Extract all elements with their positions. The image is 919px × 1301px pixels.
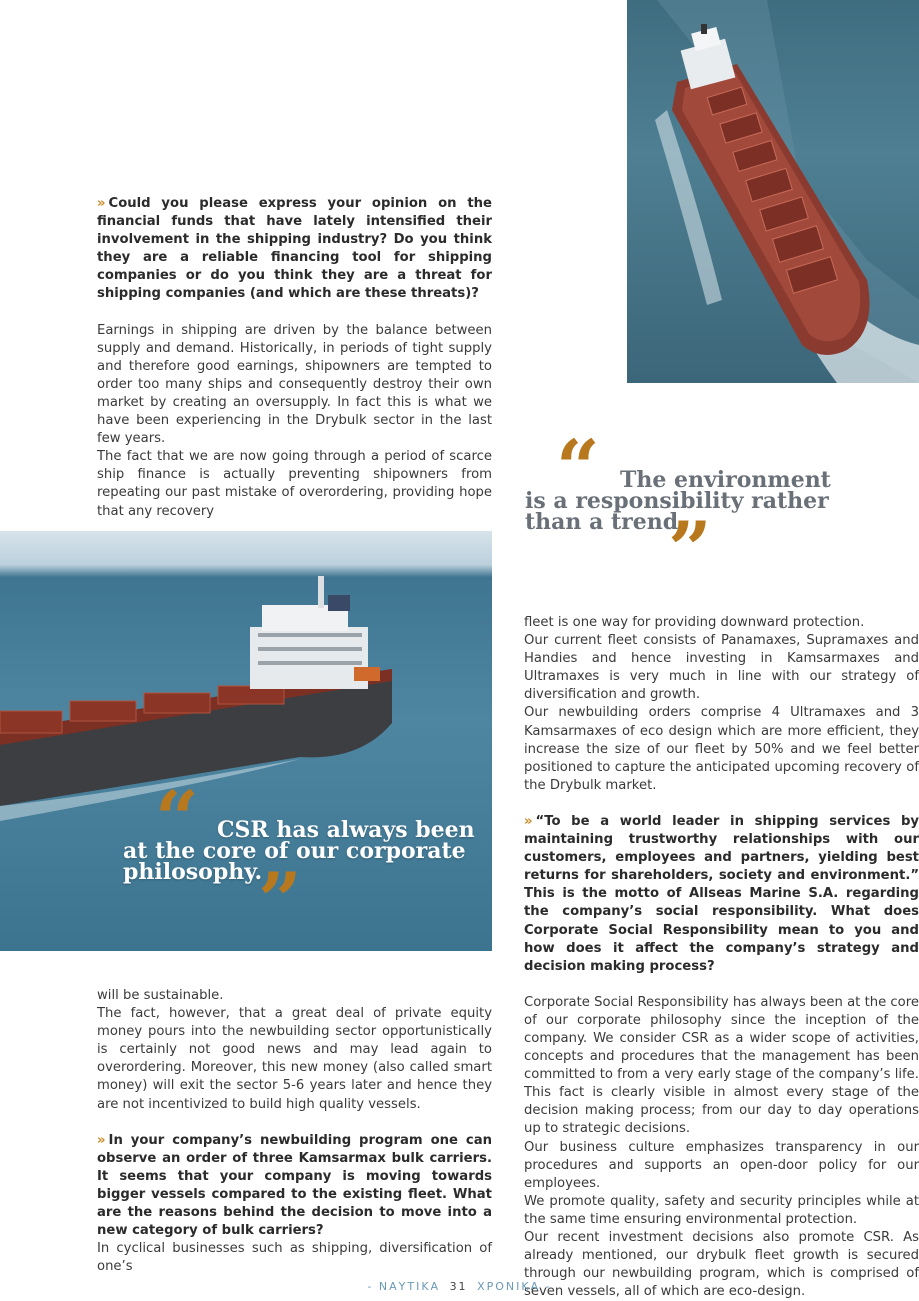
pull-quote-2-line-2: at the core of our corporate [123,838,466,864]
answer-1-paragraph-2: The fact that we are now going through a period of scarce ship finance is actually preventing shipowners from repeating our past mistake of overordering, providing hope that any recovery [97,449,492,519]
question-3 [524,813,919,976]
question-1-text: Could you please express your opinion on the financial funds that have lately intensified their involvement in the shipping industry? Do you think they are a reliable financing tool for shipping companies or do you think they are a threat for shipping companies (and which are these threats)? [97,196,492,302]
open-quote-icon: “ [155,774,199,863]
question-2 [97,1132,492,1241]
answer-1-paragraph-1: Earnings in shipping are driven by the balance between supply and demand. Historically, in periods of tight supply and therefore good earnings, shipowners are tempted to order too many ships and consequently destroy their own market by creating an oversupply. In fact this is what we have been experiencing in the Drybulk sector in the last few years. [97,322,492,447]
pull-quote-1-line-1: The environment [620,467,831,493]
footer-right: ΧΡΟΝΙΚΑ - [477,1280,552,1293]
chevron-marker-icon: » [97,196,106,211]
question-1 [97,195,492,521]
answer-3-paragraph-2: Our business culture emphasizes transparency in our procedures and supports an open-door policy for our employees. [524,1139,919,1191]
answer-3-paragraph-1: Corporate Social Responsibility has always been at the core of our corporate philosophy since the inception of the company. We consider CSR as a wider scope of activities, concepts and procedures that the management has been committed to from a very early stage of the company’s life. This fact is clearly visible in almost every stage of the decision making process; from our day to day operations up to strategic decisions. [524,994,919,1137]
pull-quote-2-line-1: CSR has always been [217,817,475,843]
answer-1-paragraph-3: will be sustainable. [97,988,224,1003]
photo-ship-at-sea [0,531,492,951]
question-3-text: “To be a world leader in shipping services by maintaining trustworthy relationships with our customers, employees and partners, yielding best returns for shareholders, society and environment.” This is the motto of Allseas Marine S.A. regarding the company’s social responsibility. What does Corporate Social Responsibility mean to you and how does it affect the company’s strategy and decision making process? [524,813,919,974]
answer-1-paragraph-4: The fact, however, that a great deal of private equity money pours into the newbuilding sector opportunistically is certainly not good news and may lead again to overordering. Moreover, this new money (also called smart money) will exit the sector 5-6 years later and hence they are not incentivized to build high quality vessels. [97,1006,492,1112]
answer-3-paragraph-4: Our recent investment decisions also promote CSR. As already mentioned, our drybulk fleet growth is secured through our newbuilding program, which is comprised of seven vessels, all of which are eco-design. [524,1230,919,1300]
answer-2-paragraph-1: In cyclical businesses such as shipping, diversification of one’s [97,1241,492,1275]
footer-left: - ΝΑΥΤΙΚΑ [367,1280,441,1293]
answer-2-paragraph-3: Our current fleet consists of Panamaxes, Supramaxes and Handies and hence investing in Kamsarmaxes and Ultramaxes is very much in line with our strategy of diversification and growth. [524,633,919,703]
chevron-marker-icon: » [97,1132,106,1148]
pull-quote-1-line-3: than a trend. [525,509,686,535]
answer-2-paragraph-4: Our newbuilding orders comprise 4 Ultramaxes and 3 Kamsarmaxes of eco design which are more efficient, they increase the size of our fleet by 50% and we feel better positioned to capture the anticipated upcoming recovery of the Drybulk market. [524,705,919,793]
close-quote-icon: ” [668,505,712,594]
page-footer [0,1280,919,1293]
open-quote-icon: “ [556,423,600,512]
page-number: 31 [449,1280,468,1293]
pull-quote-2-line-3: philosophy. [123,859,263,885]
pull-quote-1-line-2: is a responsibility rather [525,488,829,514]
question-2-text: In your company’s newbuilding program one can observe an order of three Kamsarmax bulk carriers. It seems that your company is moving towards bigger vessels compared to the existing fleet. What are the reasons behind the decision to move into a new category of bulk carriers? [97,1132,492,1239]
photo-ship-aerial [627,0,919,383]
answer-3-paragraph-3: We promote quality, safety and security principles while at the same time ensuring environmental protection. [524,1193,919,1227]
close-quote-icon: ” [258,856,302,945]
right-column [524,614,919,1301]
left-bottom-column [97,987,492,1276]
chevron-marker-icon: » [524,813,533,829]
answer-2-paragraph-2: fleet is one way for providing downward protection. [524,615,865,630]
